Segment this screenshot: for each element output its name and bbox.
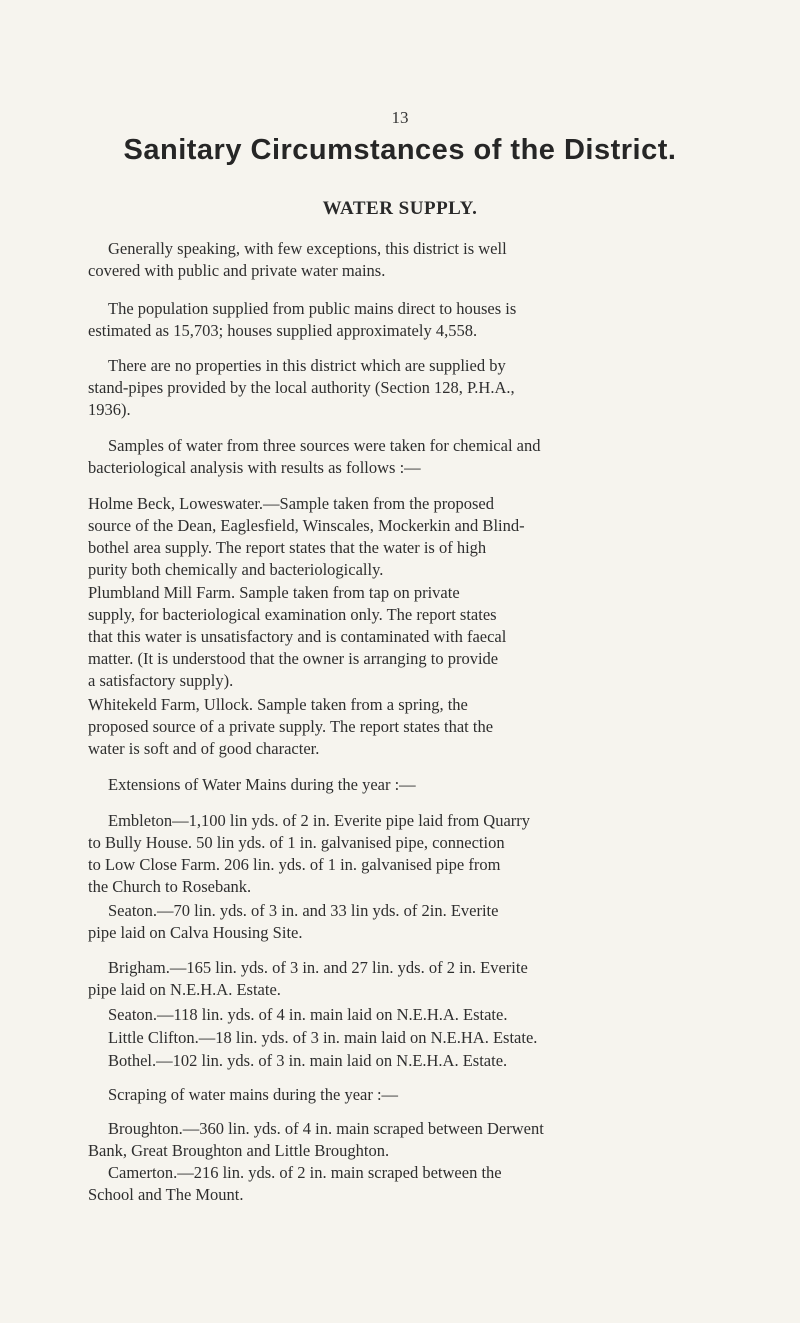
paragraph-embleton bbox=[88, 810, 728, 898]
paragraph-population bbox=[88, 298, 728, 342]
text-line: Scraping of water mains during the year :— bbox=[108, 1085, 399, 1104]
text-line: to Bully House. 50 lin yds. of 1 in. galvanised pipe, connection bbox=[88, 833, 505, 852]
section-heading-water-supply: WATER SUPPLY. bbox=[322, 198, 478, 219]
text-line: Broughton.—360 lin. yds. of 4 in. main scraped between Derwent bbox=[108, 1119, 544, 1138]
paragraph-intro bbox=[88, 238, 728, 282]
paragraph-camerton bbox=[88, 1162, 728, 1206]
text-line: Brigham.—165 lin. yds. of 3 in. and 27 lin. yds. of 2 in. Everite bbox=[108, 958, 528, 977]
text-line: bacteriological analysis with results as follows :— bbox=[88, 458, 421, 477]
paragraph-standpipes bbox=[88, 355, 728, 421]
text-line: pipe laid on N.E.H.A. Estate. bbox=[88, 980, 281, 999]
paragraph-broughton bbox=[88, 1118, 728, 1162]
text-line: covered with public and private water mains. bbox=[88, 261, 386, 280]
text-line: supply, for bacteriological examination only. The report states bbox=[88, 605, 497, 624]
text-line: the Church to Rosebank. bbox=[88, 877, 252, 896]
text-line: a satisfactory supply). bbox=[88, 671, 234, 690]
page-number: 13 bbox=[391, 108, 409, 127]
text-line: School and The Mount. bbox=[88, 1185, 244, 1204]
text-line: matter. (It is understood that the owner is arranging to provide bbox=[88, 649, 499, 668]
text-line: purity both chemically and bacteriologically. bbox=[88, 560, 384, 579]
text-line: Bothel.—102 lin. yds. of 3 in. main laid on N.E.H.A. Estate. bbox=[108, 1051, 508, 1070]
heading-extensions bbox=[88, 774, 728, 796]
text-line: to Low Close Farm. 206 lin. yds. of 1 in. galvanised pipe from bbox=[88, 855, 501, 874]
text-line: source of the Dean, Eaglesfield, Winscales, Mockerkin and Blind- bbox=[88, 516, 525, 535]
text-line: Holme Beck, Loweswater.—Sample taken from the proposed bbox=[88, 494, 494, 513]
text-line: Samples of water from three sources were taken for chemical and bbox=[108, 436, 541, 455]
paragraph-brigham bbox=[88, 957, 728, 1001]
text-line: Extensions of Water Mains during the year :— bbox=[108, 775, 416, 794]
text-line: pipe laid on Calva Housing Site. bbox=[88, 923, 303, 942]
paragraph-little-clifton bbox=[88, 1027, 728, 1049]
text-line: Little Clifton.—18 lin. yds. of 3 in. main laid on N.E.HA. Estate. bbox=[108, 1028, 538, 1047]
text-line: Seaton.—118 lin. yds. of 4 in. main laid on N.E.H.A. Estate. bbox=[108, 1005, 508, 1024]
text-line: water is soft and of good character. bbox=[88, 739, 320, 758]
page-title: Sanitary Circumstances of the District. bbox=[123, 134, 677, 166]
text-line: estimated as 15,703; houses supplied approximately 4,558. bbox=[88, 321, 478, 340]
text-line: Generally speaking, with few exceptions, this district is well bbox=[108, 239, 507, 258]
text-line: proposed source of a private supply. The report states that the bbox=[88, 717, 494, 736]
paragraph-samples bbox=[88, 435, 728, 479]
paragraph-bothel bbox=[88, 1050, 728, 1072]
text-line: Bank, Great Broughton and Little Broughton. bbox=[88, 1141, 390, 1160]
text-line: that this water is unsatisfactory and is contaminated with faecal bbox=[88, 627, 507, 646]
paragraph-holme-beck bbox=[88, 493, 728, 581]
paragraph-seaton-estate bbox=[88, 1004, 728, 1026]
text-line: 1936). bbox=[88, 400, 131, 419]
text-line: The population supplied from public mains direct to houses is bbox=[108, 299, 517, 318]
paragraph-seaton-housing bbox=[88, 900, 728, 944]
text-line: stand-pipes provided by the local authority (Section 128, P.H.A., bbox=[88, 378, 515, 397]
heading-scraping bbox=[88, 1084, 728, 1106]
paragraph-whitekeld bbox=[88, 694, 728, 760]
paragraph-plumbland bbox=[88, 582, 728, 692]
text-line: Whitekeld Farm, Ullock. Sample taken from a spring, the bbox=[88, 695, 468, 714]
text-line: Camerton.—216 lin. yds. of 2 in. main scraped between the bbox=[108, 1163, 502, 1182]
text-line: Seaton.—70 lin. yds. of 3 in. and 33 lin yds. of 2in. Everite bbox=[108, 901, 499, 920]
text-line: There are no properties in this district which are supplied by bbox=[108, 356, 506, 375]
text-line: bothel area supply. The report states that the water is of high bbox=[88, 538, 487, 557]
text-line: Plumbland Mill Farm. Sample taken from tap on private bbox=[88, 583, 460, 602]
text-line: Embleton—1,100 lin yds. of 2 in. Everite pipe laid from Quarry bbox=[108, 811, 531, 830]
